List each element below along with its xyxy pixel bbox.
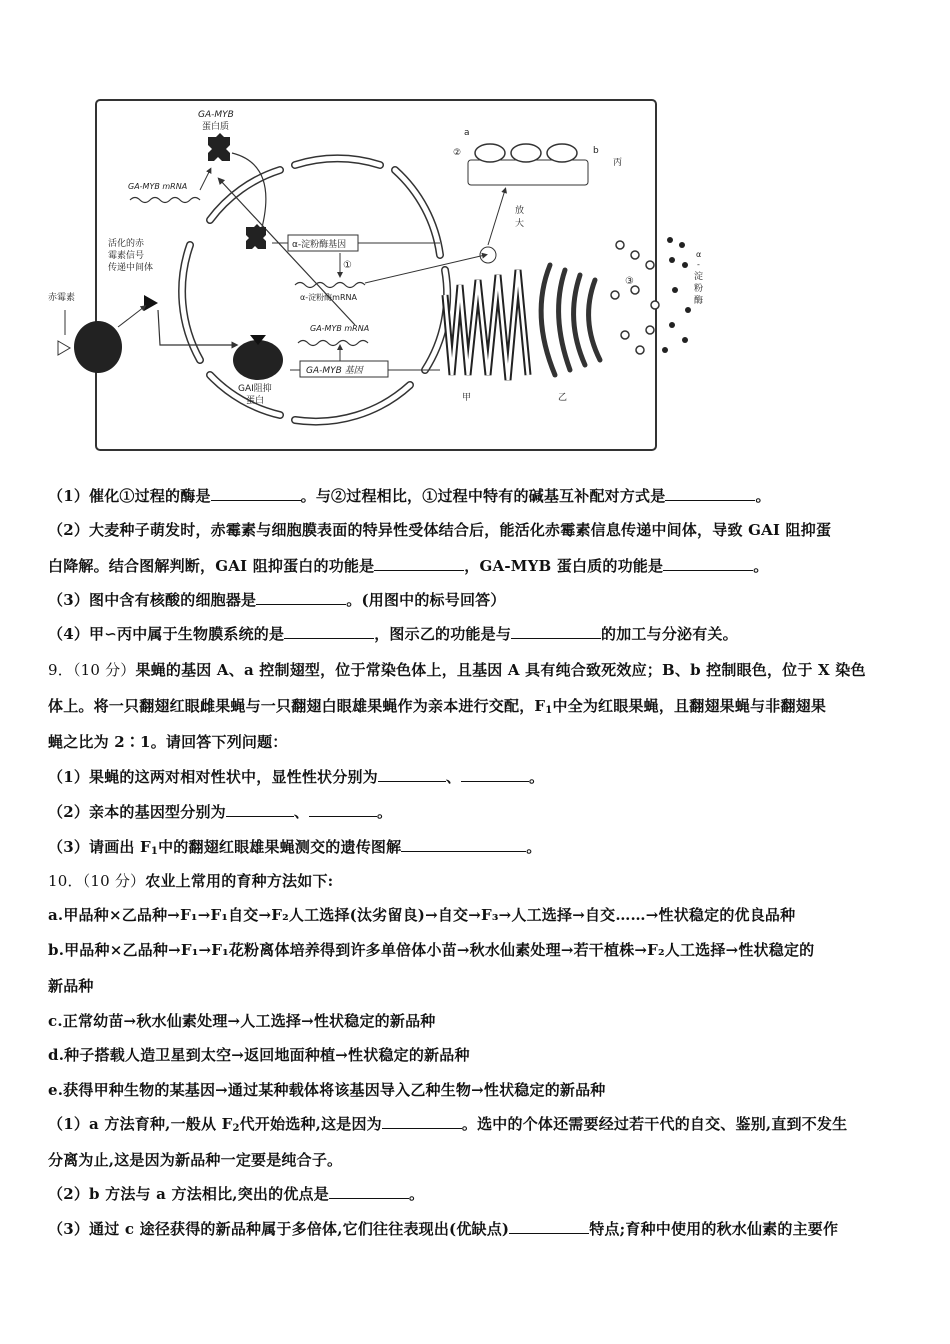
svg-text:①: ① — [343, 260, 352, 271]
q10-stem: 10．（10 分）农业上常用的育种方法如下: — [48, 872, 334, 890]
svg-text:蛋白: 蛋白 — [246, 396, 265, 406]
q10-part3: （3）通过 c 途径获得的新品种属于多倍体,它们往往表现出(优缺点) 特点;育种中使用的秋水仙素的主要作 — [48, 1220, 839, 1238]
svg-text:α-淀粉酶mRNA: α-淀粉酶mRNA — [300, 293, 357, 302]
repressed-gene-icon — [246, 224, 266, 249]
svg-text:GA-MYB mRNA: GA-MYB mRNA — [128, 182, 188, 191]
q8-part2-line2: 白降解。结合图解判断，GAI 阻抑蛋白的功能是 ，GA-MYB 蛋白质的功能是 。 — [48, 557, 769, 575]
svg-text:GA-MYB: GA-MYB — [198, 110, 234, 120]
svg-text:a: a — [464, 128, 470, 138]
svg-text:α: α — [696, 250, 702, 259]
svg-text:淀: 淀 — [694, 272, 704, 282]
q10-method-d: d.种子搭载人造卫星到太空→返回地面种植→性状稳定的新品种 — [48, 1046, 470, 1064]
svg-text:GAI阻抑: GAI阻抑 — [238, 384, 272, 394]
svg-text:酶: 酶 — [694, 296, 704, 306]
svg-text:放: 放 — [515, 206, 525, 216]
svg-text:②: ② — [453, 148, 462, 158]
q10-method-e: e.获得甲种生物的某基因→通过某种载体将该基因导入乙种生物→性状稳定的新品种 — [48, 1081, 606, 1099]
ga-myb-protein-icon — [208, 133, 230, 161]
q8-part1: （1）催化①过程的酶是 。与②过程相比，①过程中特有的碱基互补配对方式是 。 — [48, 487, 771, 505]
cell-diagram — [48, 95, 715, 460]
q9-stem-line2: 体上。将一只翻翅红眼雌果蝇与一只翻翅白眼雄果蝇作为亲本进行交配，$F_1$中全为红眼果蝇，且翻翅果蝇与非翻翅果 — [48, 697, 827, 716]
svg-text:-: - — [697, 260, 700, 269]
svg-text:GA-MYB 基因: GA-MYB 基因 — [306, 366, 363, 376]
q9-part2: （2）亲本的基因型分别为 、 。 — [48, 803, 393, 821]
q9-stem-line1: 9．（10 分）果蝇的基因 A、a 控制翅型，位于常染色体上，且基因 A 具有纯合致死效应；B、b 控制眼色，位于 X 染色 — [48, 661, 866, 679]
svg-text:b: b — [593, 146, 599, 156]
q10-part1-line2: 分离为止,这是因为新品种一定要是纯合子。 — [48, 1151, 343, 1169]
svg-text:粉: 粉 — [694, 284, 704, 294]
svg-text:α-淀粉酶基因: α-淀粉酶基因 — [292, 240, 347, 250]
q10-method-a: a.甲品种×乙品种→F₁→F₁自交→F₂人工选择(汰劣留良)→自交→F₃→人工选择→自交……→性状稳定的优良品种 — [48, 906, 796, 924]
svg-text:乙: 乙 — [558, 393, 568, 403]
svg-text:③: ③ — [625, 276, 634, 287]
q8-part2-line1: （2）大麦种子萌发时，赤霉素与细胞膜表面的特异性受体结合后，能活化赤霉素信息传递中间体，导致 GAI 阻抑蛋 — [48, 521, 832, 539]
svg-text:丙: 丙 — [613, 158, 623, 168]
gibberellin-icon — [58, 341, 70, 355]
q10-part2: （2）b 方法与 a 方法相比,突出的优点是 。 — [48, 1185, 425, 1203]
svg-text:甲: 甲 — [462, 393, 472, 403]
gai-protein-icon — [233, 340, 283, 380]
svg-text:GA-MYB mRNA: GA-MYB mRNA — [310, 324, 370, 333]
q10-part1-line1: （1）a 方法育种,一般从 $F_2$代开始选种,这是因为 。选中的个体还需要经过若干代的自交、鉴别,直到不发生 — [48, 1115, 848, 1134]
svg-text:传递中间体: 传递中间体 — [108, 263, 154, 273]
q10-method-b-line1: b.甲品种×乙品种→F₁→F₁花粉离体培养得到许多单倍体小苗→秋水仙素处理→若干植株→F₂人工选择→性状稳定的 — [48, 941, 815, 959]
svg-text:霉素信号: 霉素信号 — [108, 251, 145, 261]
receptor-icon — [74, 321, 122, 373]
q8-part4: （4）甲∽丙中属于生物膜系统的是 ，图示乙的功能是与 的加工与分泌有关。 — [48, 625, 738, 643]
q8-part3: （3）图中含有核酸的细胞器是 。(用图中的标号回答） — [48, 591, 506, 609]
q9-part1: （1）果蝇的这两对相对性状中，显性性状分别为 、 。 — [48, 768, 545, 786]
svg-text:活化的赤: 活化的赤 — [108, 239, 145, 249]
q9-stem-line3: 蝇之比为 2∶1。请回答下列问题： — [48, 733, 288, 751]
svg-text:大: 大 — [515, 219, 525, 229]
q10-method-b-line2: 新品种 — [48, 977, 94, 995]
q9-part3: （3）请画出 $F_1$中的翻翅红眼雄果蝇测交的遗传图解 。 — [48, 838, 542, 857]
svg-text:赤霉素: 赤霉素 — [48, 293, 76, 303]
svg-text:蛋白质: 蛋白质 — [202, 122, 230, 132]
q10-method-c: c.正常幼苗→秋水仙素处理→人工选择→性状稳定的新品种 — [48, 1012, 436, 1030]
